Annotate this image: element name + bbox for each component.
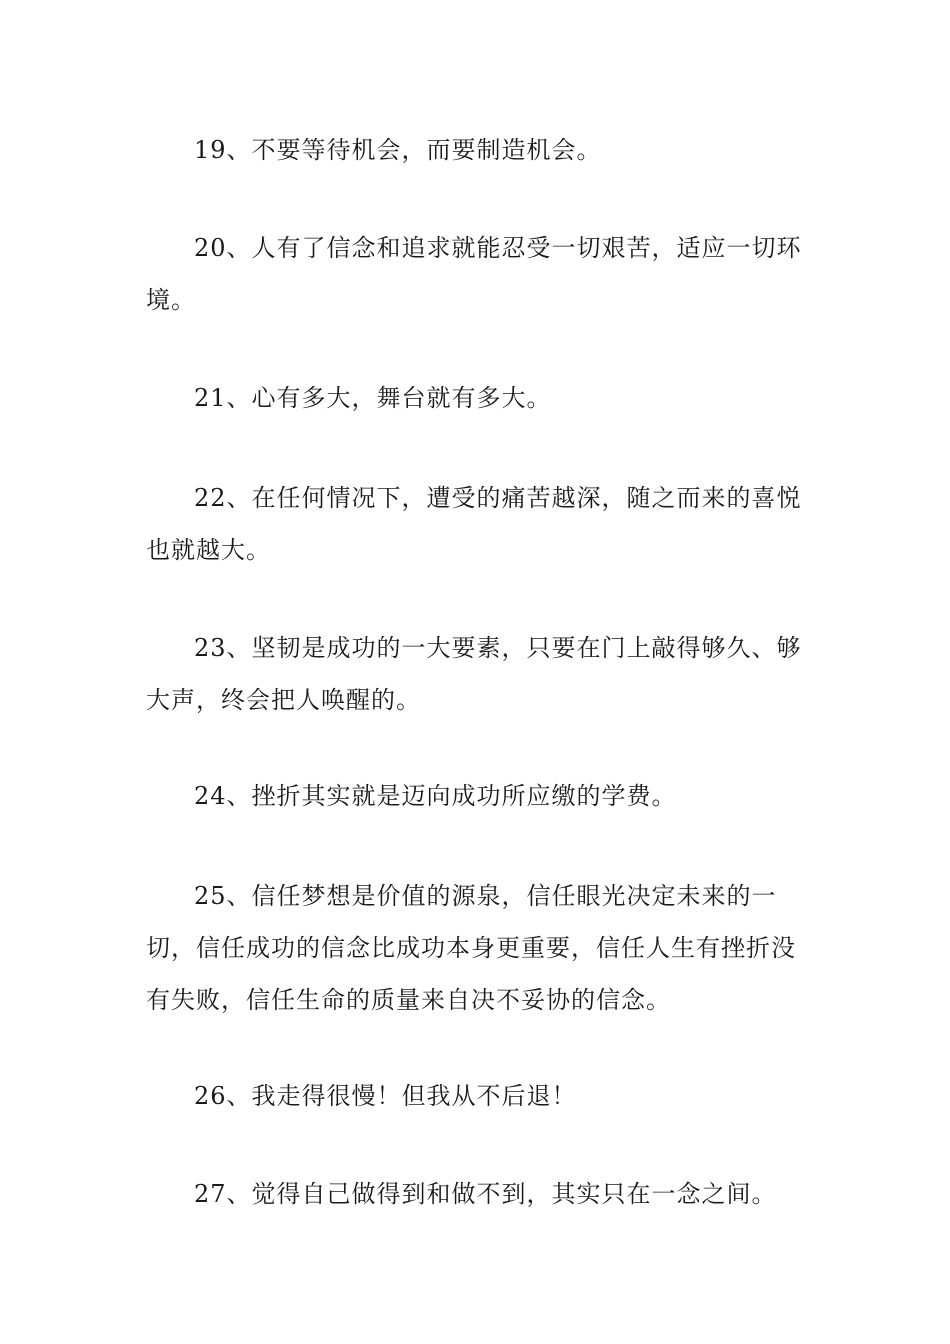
paragraph-26: 26、我走得很慢！但我从不后退！: [194, 1082, 577, 1110]
paragraph-24: 24、挫折其实就是迈向成功所应缴的学费。: [194, 782, 677, 810]
paragraph-19: 19、不要等待机会，而要制造机会。: [194, 136, 602, 164]
paragraph-22: 22、在任何情况下，遭受的痛苦越深，随之而来的喜悦也就越大。: [146, 484, 802, 564]
paragraph-27: 27、觉得自己做得到和做不到，其实只在一念之间。: [194, 1180, 777, 1208]
paragraph-25: 25、信任梦想是价值的源泉，信任眼光决定未来的一切，信任成功的信念比成功本身更重要，信任人生有挫折没有失败，信任生命的质量来自决不妥协的信念。: [146, 882, 796, 1014]
paragraph-23: 23、坚韧是成功的一大要素，只要在门上敲得够久、够大声，终会把人唤醒的。: [146, 634, 802, 714]
paragraph-21: 21、心有多大，舞台就有多大。: [194, 384, 552, 412]
paragraph-20: 20、人有了信念和追求就能忍受一切艰苦，适应一切环境。: [146, 234, 802, 314]
